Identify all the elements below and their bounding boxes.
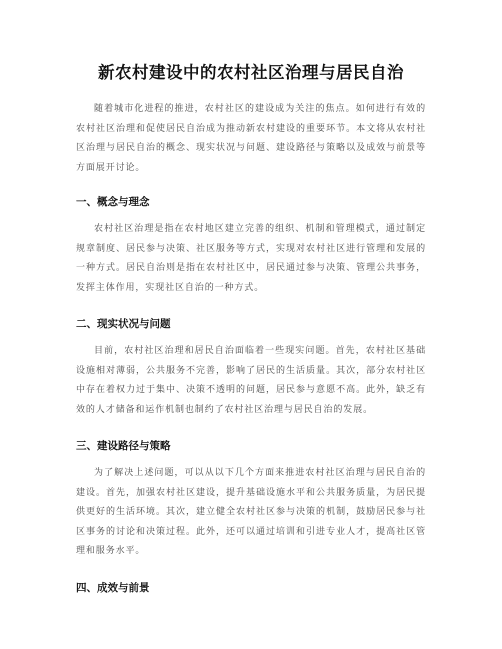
intro-paragraph: 随着城市化进程的推进，农村社区的建设成为关注的焦点。如何进行有效的农村社区治理和促使居民自治成为推动新农村建设的重要环节。本文将从农村社区治理与居民自治的概念、现实状况与问题、建设路径与策略以及成效与前景等方面展开讨论。 bbox=[76, 104, 426, 173]
section-body-strategy: 为了解决上述问题，可以从以下几个方面来推进农村社区治理与居民自治的建设。首先，加强农村社区建设，提升基础设施水平和公共服务质量，为居民提供更好的生活环境。其次，建立健全农村社区参与决策的机制，鼓励居民参与社区事务的讨论和决策过程。此外，还可以通过培训和引进专业人才，提高社区管理和服务水平。 bbox=[76, 468, 426, 556]
document-title: 新农村建设中的农村社区治理与居民自治 bbox=[98, 63, 404, 82]
section-heading-status: 二、现实状况与问题 bbox=[76, 318, 171, 330]
section-heading-concept: 一、概念与理念 bbox=[76, 196, 150, 208]
section-heading-strategy: 三、建设路径与策略 bbox=[76, 440, 171, 452]
section-body-concept: 农村社区治理是指在农村地区建立完善的组织、机制和管理模式，通过制定规章制度、居民参与决策、社区服务等方式，实现对农村社区进行管理和发展的一种方式。居民自治则是指在农村社区中，居民通过参与决策、管理公共事务，发挥主体作用，实现社区自治的一种方式。 bbox=[76, 224, 426, 293]
section-heading-outlook: 四、成效与前景 bbox=[76, 581, 150, 594]
section-body-status: 目前，农村社区治理和居民自治面临着一些现实问题。首先，农村社区基础设施相对薄弱，公共服务不完善，影响了居民的生活质量。其次，部分农村社区中存在着权力过于集中、决策不透明的问题，居民参与意愿不高。此外，缺乏有效的人才储备和运作机制也制约了农村社区治理与居民自治的发展。 bbox=[76, 346, 426, 415]
